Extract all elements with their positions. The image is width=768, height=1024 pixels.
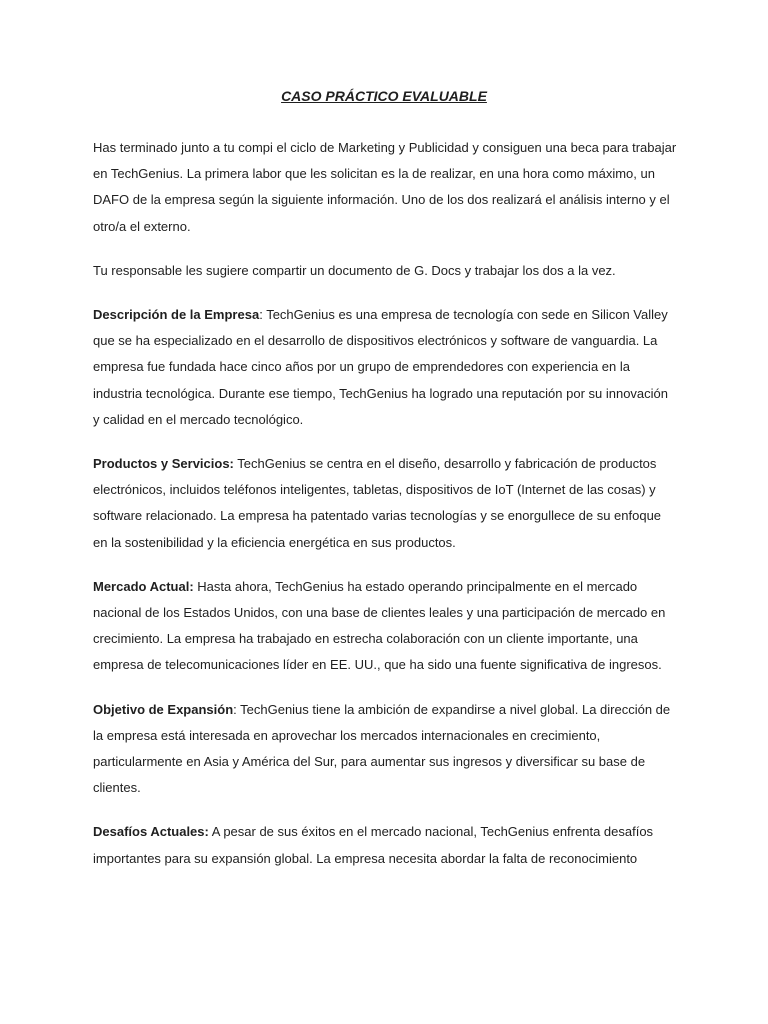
section-text: A pesar de sus éxitos en el mercado nacional, TechGenius enfrenta desafíos importantes para su expansión global. La empresa necesita abordar la falta de reconocimiento xyxy=(93,824,654,866)
section-company-description xyxy=(93,302,678,433)
section-text: TechGenius se centra en el diseño, desarrollo y fabricación de productos electrónicos, incluidos teléfonos inteligentes, tabletas, dispositivos de IoT (Internet de las cosas) y software relacionado. La empresa ha patentado varias tecnologías y se enorgullece de su enfoque en la sostenibilidad y la eficiencia energética en sus productos. xyxy=(93,456,662,550)
section-expansion-objective xyxy=(93,697,678,802)
section-current-market xyxy=(93,574,678,679)
section-text: TechGenius tiene la ambición de expandirse a nivel global. La dirección de la empresa está interesada en aprovechar los mercados internacionales en crecimiento, particularmente en Asia y América del Sur, para aumentar sus ingresos y diversificar su base de clientes. xyxy=(93,701,671,796)
section-label: Mercado Actual: xyxy=(93,578,194,594)
section-text: Hasta ahora, TechGenius ha estado operando principalmente en el mercado nacional de los Estados Unidos, con una base de clientes leales y una participación de mercado en crecimiento. La empresa ha trabajado en estrecha colaboración con un cliente importante, una empresa de telecomunicaciones líder en EE. UU., que ha sido una fuente significativa de ingresos. xyxy=(93,578,666,673)
section-label: Objetivo de Expansión xyxy=(93,701,234,717)
section-text: TechGenius es una empresa de tecnología con sede en Silicon Valley que se ha especializado en el desarrollo de dispositivos electrónicos y software de vanguardia. La empresa fue fundada hace cinco años por un grupo de emprendedores con experiencia en la industria tecnológica. Durante ese tiempo, TechGenius ha logrado una reputación por su innovación y calidad en el mercado tecnológico. xyxy=(93,307,669,427)
intro-paragraph: Has terminado junto a tu compi el ciclo de Marketing y Publicidad y consiguen una beca para trabajar en TechGenius. La primera labor que les solicitan es la de realizar, en una hora como máximo, un DAFO de la empresa según la siguiente información. Uno de los dos realizará el análisis interno y el otro/a el externo. xyxy=(93,140,677,234)
section-separator: : xyxy=(259,307,267,323)
note-paragraph: Tu responsable les sugiere compartir un documento de G. Docs y trabajar los dos a la vez. xyxy=(93,262,616,278)
section-label: Desafíos Actuales: xyxy=(93,824,209,840)
document-title: CASO PRÁCTICO EVALUABLE xyxy=(281,88,487,104)
section-current-challenges xyxy=(93,819,678,871)
section-label: Productos y Servicios: xyxy=(93,456,234,472)
section-separator: : xyxy=(233,701,241,717)
document-body xyxy=(93,135,678,890)
section-label: Descripción de la Empresa xyxy=(93,307,260,323)
section-products-services xyxy=(93,451,678,556)
